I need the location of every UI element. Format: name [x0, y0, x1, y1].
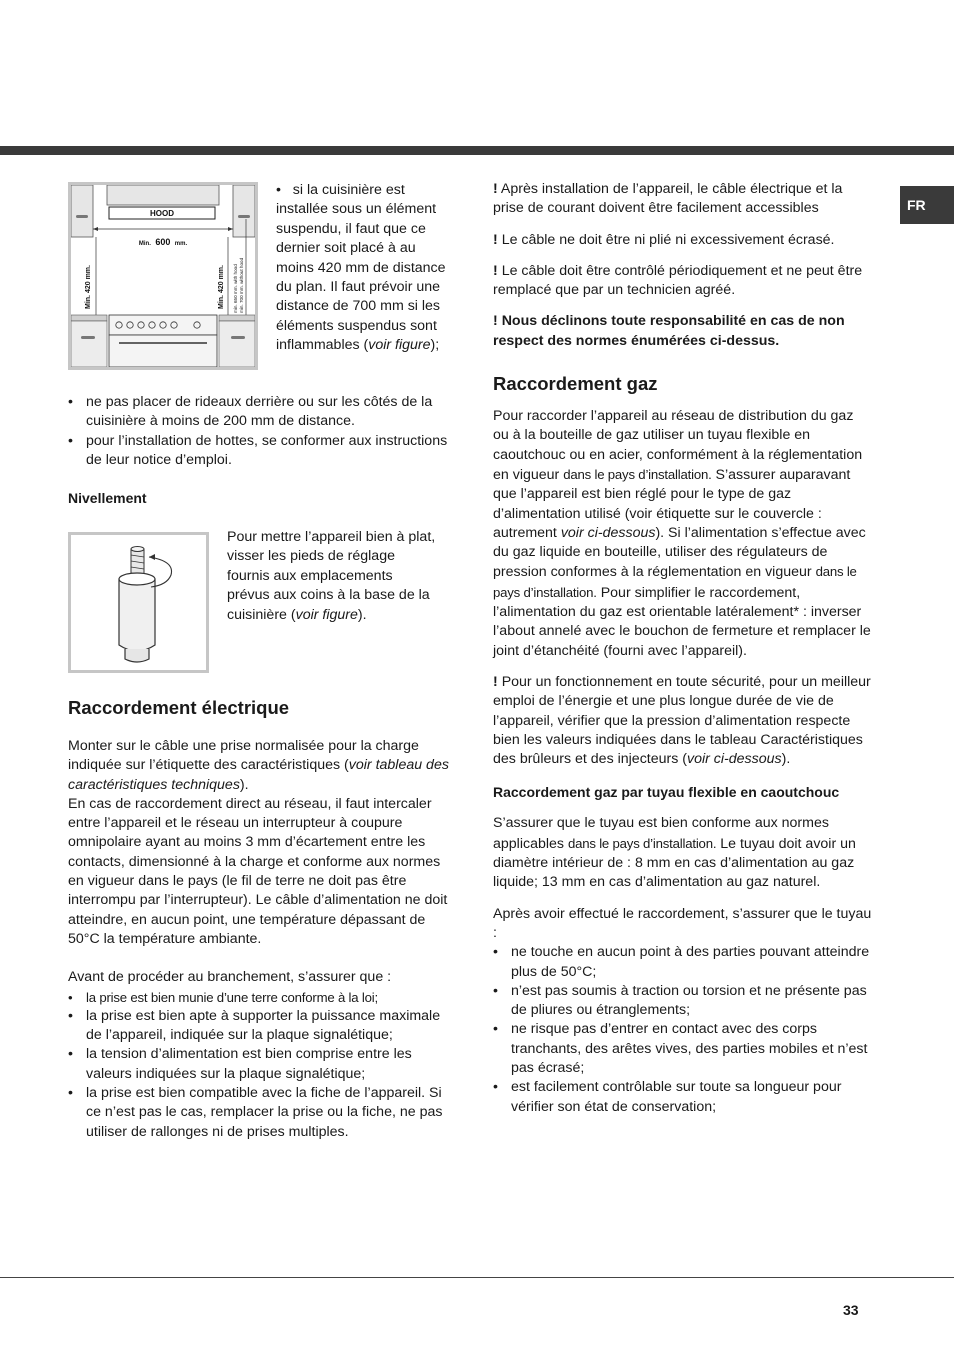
- electric-paragraph-3: Avant de procéder au branchement, s’assurer que :: [68, 969, 392, 986]
- list-item: • est facilement contrôlable sur toute sa longueur pour vérifier son état de conservation;: [493, 1079, 842, 1115]
- min-600-label: Min. 600 mm.: [138, 237, 188, 247]
- list-item: • la prise est bien apte à supporter la puissance maximale de l’appareil, indiquée sur la plaque signalétique;: [68, 1007, 441, 1044]
- gas-heading: Raccordement gaz: [493, 373, 658, 395]
- gas-warning: ! Pour un fonctionnement en toute sécurité, pour un meilleur emploi de l’énergie et une plus longue durée de vie de l’appareil, vérifier que la pression d’alimentation respecte bien les valeurs indiquées dans le tableau Caractéristiques des brûleurs et des injecteurs (voir ci-dessous).: [493, 673, 871, 768]
- without-hood-label: min. 700 mm. without hood: [239, 257, 244, 313]
- with-hood-label: min. 650 mm. with hood: [233, 264, 238, 313]
- warning-1: ! Après installation de l’appareil, le câble électrique et la prise de courant doivent être facilement accessibles: [493, 181, 843, 217]
- bullet-mark: •: [68, 394, 73, 410]
- hood-diagram: [71, 185, 255, 367]
- min-420-right-label: Min. 420 mm.: [218, 265, 225, 309]
- list-item: • la prise est bien munie d’une terre conforme à la loi;: [68, 989, 378, 1005]
- gas-paragraph-1: Pour raccorder l’appareil au réseau de distribution du gaz ou à la bouteille de gaz utiliser un tuyau flexible en caoutchouc ou en acier, conformément à la réglementation en vigueur dans le pays d’installation. S’assurer auparavant que l’appareil est bien réglé pour le type de gaz d’alimentation utilisé (voir étiquette sur le couvercle : autrement voir ci-dessous). Si l’alimentation s’effectue avec du gaz liquide en bouteille, utiliser des régulateurs de pression conformes à la réglementation en vigueur dans le pays d’installation. Pour simplifier le raccordement, l’alimentation du gaz est orientable latéralement* : inverser l’about annelé avec le bouchon de fermeture et remplacer le joint d’étanchéité (fourni avec l’appareil).: [493, 408, 871, 659]
- flexible-paragraph-2: Après avoir effectué le raccordement, s’assurer que le tuyau :: [493, 905, 872, 941]
- footer-rule: [0, 1277, 954, 1278]
- levelling-foot-figure: [68, 532, 209, 673]
- header-bar: [0, 146, 954, 155]
- list-item: • la prise est bien compatible avec la fiche de l’appareil. Si ce n’est pas le cas, remplacer la prise ou la fiche, ne pas utiliser de rallonges ni de prises multiples.: [68, 1085, 443, 1140]
- left-column-electric: [68, 697, 450, 1142]
- warning-2: ! Le câble ne doit être ni plié ni excessivement écrasé.: [493, 231, 835, 248]
- list-item: • pour l’installation de hottes, se conformer aux instructions de leur notice d’emploi.: [68, 432, 448, 468]
- list-item: • la tension d’alimentation est bien comprise entre les valeurs indiquées sur la plaque signalétique;: [68, 1046, 412, 1082]
- electric-paragraph-2: En cas de raccordement direct au réseau, il faut intercaler entre l’appareil et le réseau un interrupteur à coupure omnipolaire ayant au moins 3 mm d’écartement entre les contacts, dimensionné à la charge et conforme aux normes en vigueur dans le pays (le fil de terre ne doit pas être interrompu par l’interrupteur). Le câble d’alimentation ne doit atteindre, en aucun point, une température dépassant de 50°C la température ambiante.: [68, 795, 448, 947]
- hood-bullet: • si la cuisinière est installée sous un élément suspendu, il faut que ce dernier soit placé à au moins 420 mm de distance du plan. Il faut prévoir une distance de 700 mm si les éléments suspendus sont inflammables (voir figure);: [276, 182, 446, 354]
- electric-heading: Raccordement électrique: [68, 697, 290, 718]
- warning-4: ! Nous déclinons toute responsabilité en cas de non respect des normes énumérées ci-dessus.: [493, 313, 845, 349]
- nivellement-text: Pour mettre l’appareil bien à plat, visser les pieds de réglage fournis aux emplacements prévus aux coins à la base de la cuisinière (voir figure).: [227, 529, 436, 623]
- flexible-paragraph-1: S’assurer que le tuyau est bien conforme aux normes applicables dans le pays d’installation. Le tuyau doit avoir un diamètre intérieur de : 8 mm en cas d’alimentation au gaz liquide; 13 mm en cas d’alimentation au gaz naturel.: [493, 815, 856, 891]
- list-item: • ne pas placer de rideaux derrière ou sur les côtés de la cuisinière à moins de 200 mm de distance.: [68, 394, 433, 430]
- nivellement-heading: Nivellement: [68, 490, 147, 507]
- page-number: 33: [843, 1302, 859, 1318]
- hood-label: HOOD: [150, 209, 174, 218]
- hood-bullet-text: si la cuisinière est installée sous un élément suspendu, il faut que ce dernier soit placé à au moins 420 mm de distance du plan. Il faut prévoir une distance de 700 mm si les éléments suspendus sont inflammables (: [276, 182, 446, 354]
- right-column: [493, 180, 873, 1117]
- list-item: • n’est pas soumis à traction ou torsion et ne présente pas de pliures ou étranglements;: [493, 982, 867, 1019]
- levelling-foot-diagram: [71, 535, 206, 670]
- bullet-mark: •: [68, 432, 73, 449]
- left-column-upper: [68, 393, 450, 508]
- bullet-mark: •: [276, 182, 281, 198]
- flexible-hose-heading: Raccordement gaz par tuyau flexible en caoutchouc: [493, 784, 840, 801]
- warning-3: ! Le câble doit être contrôlé périodiquement et ne peut être remplacé que par un technicien agréé.: [493, 262, 863, 299]
- min-420-left-label: Min. 420 mm.: [85, 265, 92, 309]
- electric-paragraph-1: Monter sur le câble une prise normalisée pour la charge indiquée sur l’étiquette des caractéristiques (voir tableau des caractéristiques techniques).: [68, 738, 449, 793]
- hood-installation-figure: [68, 182, 258, 370]
- hood-bullet-italic: voir figure: [368, 337, 431, 354]
- language-tab: FR: [900, 186, 954, 224]
- list-item: • ne risque pas d’entrer en contact avec des corps tranchants, des arêtes vives, des parties mobiles et n’est pas écrasé;: [493, 1021, 868, 1076]
- list-item: • ne touche en aucun point à des parties pouvant atteindre plus de 50°C;: [493, 944, 870, 980]
